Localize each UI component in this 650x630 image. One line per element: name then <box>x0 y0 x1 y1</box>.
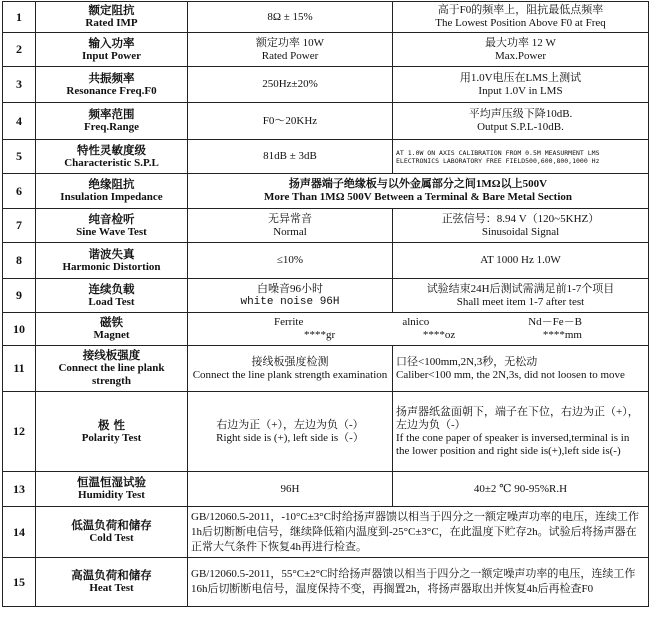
magnet-type: Ferrite <box>274 316 304 328</box>
spec-value: 额定功率 10W Rated Power <box>188 33 393 67</box>
spec-condition: 用1.0V电压在LMS上测试 Input 1.0V in LMS <box>393 67 649 103</box>
item-name: 高温负荷和储存 Heat Test <box>36 558 188 607</box>
table-row <box>3 313 649 346</box>
item-name: 低温负荷和储存 Cold Test <box>36 507 188 558</box>
table-row <box>3 392 649 472</box>
row-number: 12 <box>3 392 36 472</box>
spec-value: 接线板强度检测 Connect the line plank strength examination <box>188 346 393 392</box>
spec-condition: 试验结束24H后测试需满足前1-7个项目 Shall meet item 1-7 after test <box>393 279 649 313</box>
table-row <box>3 507 649 558</box>
spec-value: 8Ω ± 15% <box>188 2 393 33</box>
spec-condition: AT 1000 Hz 1.0W <box>393 243 649 279</box>
spec-condition: 扬声器纸盆面朝下，端子在下位，右边为正（+），左边为负（-） If the cone paper of speaker is inversed,terminal is in the lower position and right side is(+),left side is(-) <box>393 392 649 472</box>
row-number: 5 <box>3 140 36 174</box>
item-name: 恒温恒湿试验 Humidity Test <box>36 472 188 507</box>
spec-condition: 正弦信号：8.94 V（120~5KHZ） Sinusoidal Signal <box>393 209 649 243</box>
spec-condition: 最大功率 12 W Max.Power <box>393 33 649 67</box>
spec-spanning: GB/12060.5-2011，55°C±2°C时给扬声器馈以相当于四分之一额定噪声功率的电压，连续工作16h后切断断电信号，温度保持不变，再搁置2h，将扬声器取出并恢复4h后再检查F0 <box>188 558 649 607</box>
spec-value: F0～20KHz <box>188 103 393 140</box>
spec-condition: 40±2 ℃ 90-95%R.H <box>393 472 649 507</box>
spec-value: 96H <box>188 472 393 507</box>
spec-value: 右边为正（+），左边为负（-） Right side is (+), left side is（-） <box>188 392 393 472</box>
magnet-weight: ****oz <box>422 329 456 341</box>
table-row <box>3 346 649 392</box>
item-name: 磁铁 Magnet <box>36 313 188 346</box>
row-number: 2 <box>3 33 36 67</box>
table-row <box>3 209 649 243</box>
row-number: 6 <box>3 174 36 209</box>
row-number: 7 <box>3 209 36 243</box>
item-name: 连续负载 Load Test <box>36 279 188 313</box>
item-name: 额定阻抗 Rated IMP <box>36 2 188 33</box>
row-number: 3 <box>3 67 36 103</box>
item-name: 特性灵敏度级 Characteristic S.P.L <box>36 140 188 174</box>
item-name: 纯音检听 Sine Wave Test <box>36 209 188 243</box>
row-number: 1 <box>3 2 36 33</box>
table-row <box>3 67 649 103</box>
row-number: 11 <box>3 346 36 392</box>
spec-table <box>2 1 649 607</box>
row-number: 10 <box>3 313 36 346</box>
item-name: 输入功率 Input Power <box>36 33 188 67</box>
table-row <box>3 472 649 507</box>
spec-spanning: GB/12060.5-2011，-10°C±3°C时给扬声器馈以相当于四分之一额定噪声功率的电压，连续工作1h后切断断电信号，继续降低箱内温度到-25°C±3°C，在此温度下贮存2h。试验后将扬声器在正常大气条件下恢复4h再进行检查。 <box>188 507 649 558</box>
magnet-type: Nd－Fe－B <box>528 316 582 328</box>
table-row <box>3 279 649 313</box>
magnet-weight: ****mm <box>542 329 582 341</box>
magnet-type: alnico <box>402 316 430 328</box>
item-name: 共振频率 Resonance Freq.F0 <box>36 67 188 103</box>
item-name: 频率范围 Freq.Range <box>36 103 188 140</box>
item-name: 接线板强度 Connect the line plank strength <box>36 346 188 392</box>
row-number: 13 <box>3 472 36 507</box>
spec-value: 白噪音96小时 white noise 96H <box>188 279 393 313</box>
spec-value: 81dB ± 3dB <box>188 140 393 174</box>
magnet-weight: ****gr <box>304 329 336 341</box>
spec-value: ≤10% <box>188 243 393 279</box>
spec-condition: 口径<100mm,2N,3秒，无松动 Caliber<100 mm, the 2N,3s, did not loosen to move <box>393 346 649 392</box>
table-row <box>3 558 649 607</box>
table-row <box>3 243 649 279</box>
item-name: 极 性 Polarity Test <box>36 392 188 472</box>
row-number: 8 <box>3 243 36 279</box>
spec-value: 无异常音 Normal <box>188 209 393 243</box>
table-row <box>3 174 649 209</box>
row-number: 14 <box>3 507 36 558</box>
spec-condition: AT 1.0W ON AXIS CALIBRATION FROM 0.5M MEASURMENT LMS ELECTRONICS LABORATORY FREE FIELD500,600,800,1000 Hz <box>393 140 649 174</box>
table-row <box>3 103 649 140</box>
item-name: 绝缘阻抗 Insulation Impedance <box>36 174 188 209</box>
item-name: 谐波失真 Harmonic Distortion <box>36 243 188 279</box>
table-row <box>3 140 649 174</box>
table-row <box>3 33 649 67</box>
spec-spanning: 扬声器端子绝缘板与以外金属部分之间1MΩ以上500V More Than 1MΩ 500V Between a Terminal & Bare Metal Section <box>188 174 649 209</box>
table-row <box>3 2 649 33</box>
spec-condition: 高于F0的频率上，阻抗最低点频率 The Lowest Position Above F0 at Freq <box>393 2 649 33</box>
spec-condition: 平均声压级下降10dB. Output S.P.L-10dB. <box>393 103 649 140</box>
row-number: 4 <box>3 103 36 140</box>
row-number: 9 <box>3 279 36 313</box>
spec-value: 250Hz±20% <box>188 67 393 103</box>
magnet-options <box>188 313 649 346</box>
row-number: 15 <box>3 558 36 607</box>
